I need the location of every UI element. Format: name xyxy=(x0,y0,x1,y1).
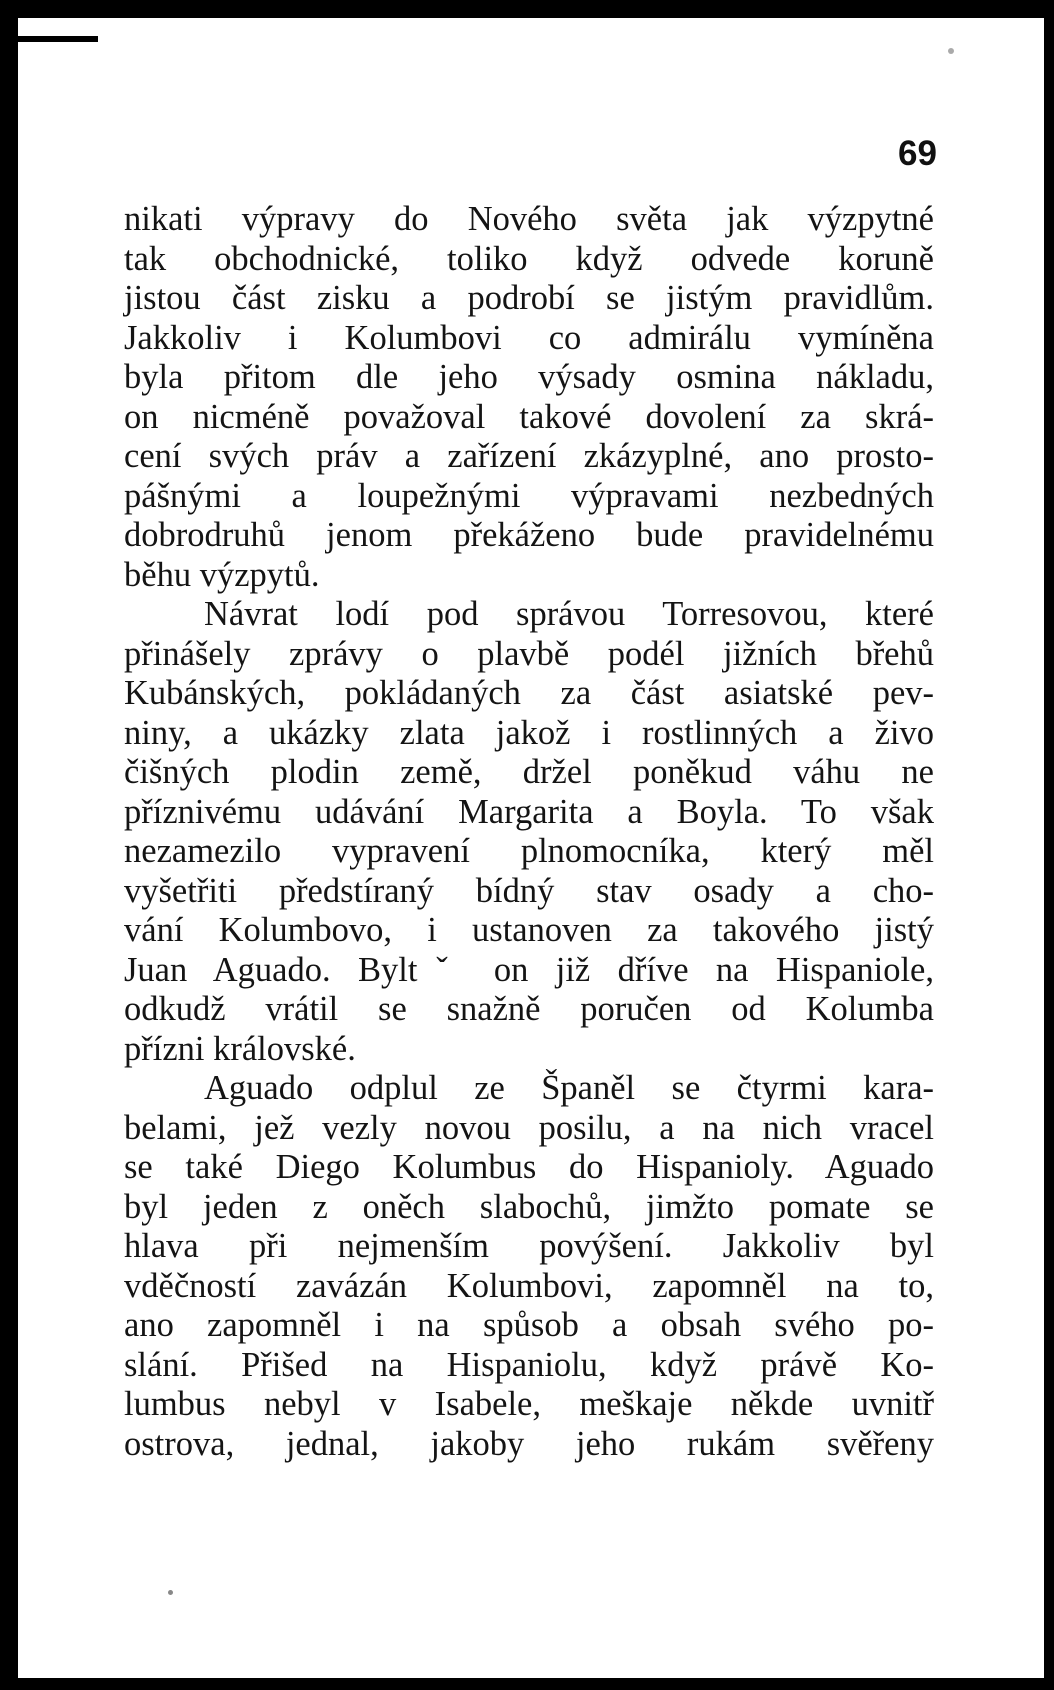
text-line: byla přitom dle jeho výsady osmina nákladu, xyxy=(124,358,934,396)
text-line: hlava při nejmenším povýšení. Jakkoliv byl xyxy=(124,1227,934,1265)
text-line: přinášely zprávy o plavbě podél jižních břehů xyxy=(124,634,934,673)
text-line: Juan Aguado. Byltˇ on již dříve na Hispaniole, xyxy=(124,950,934,989)
body-text xyxy=(124,200,934,1464)
text-line: nikati výpravy do Nového světa jak výzpytné xyxy=(124,200,934,238)
text-line: odkudž vrátil se snažně poručen od Kolumba xyxy=(124,990,934,1028)
text-line: cení svých práv a zařízení zkázyplné, ano prosto- xyxy=(124,437,934,475)
text-line: Aguado odplul ze Španěl se čtyrmi kara- xyxy=(204,1069,934,1107)
scanned-page xyxy=(18,18,1044,1678)
scan-edge-mark xyxy=(18,36,98,42)
text-line: vděčností zavázán Kolumbovi, zapomněl na to, xyxy=(124,1266,934,1305)
print-speck xyxy=(168,1590,173,1595)
text-line: čišných plodin země, držel poněkud váhu ne xyxy=(124,753,934,791)
text-line: on nicméně považoval takové dovolení za skrá- xyxy=(124,397,934,436)
print-speck xyxy=(948,48,954,54)
text-line: ostrova, jednal, jakoby jeho rukám svěřeny xyxy=(124,1424,934,1463)
text-line: vání Kolumbovo, i ustanoven za takového jistý xyxy=(124,911,934,949)
text-line: tak obchodnické, toliko když odvede koruně xyxy=(124,239,934,278)
text-line: lumbus nebyl v Isabele, meškaje někde uvnitř xyxy=(124,1385,934,1423)
text-line: Jakkoliv i Kolumbovi co admirálu vymíněna xyxy=(124,318,934,357)
text-line: nezamezilo vypravení plnomocníka, který měl xyxy=(124,832,934,870)
text-line: Kubánských, pokládaných za část asiatské pev- xyxy=(124,674,934,712)
text-line: dobrodruhů jenom překáženo bude pravidelnému xyxy=(124,516,934,554)
page-number: 69 xyxy=(898,134,937,173)
text-line: slání. Přišed na Hispaniolu, když právě Ko- xyxy=(124,1345,934,1384)
text-line: pášnými a loupežnými výpravami nezbedných xyxy=(124,476,934,515)
text-line: niny, a ukázky zlata jakož i rostlinných a živo xyxy=(124,713,934,752)
text-line: se také Diego Kolumbus do Hispanioly. Aguado xyxy=(124,1148,934,1186)
text-line: přízni královské. xyxy=(124,1029,356,1068)
text-line: ano zapomněl i na spůsob a obsah svého po- xyxy=(124,1306,934,1344)
text-line: jistou část zisku a podrobí se jistým pravidlům. xyxy=(124,279,934,317)
text-line: příznivému udávání Margarita a Boyla. To však xyxy=(124,792,934,831)
text-line: belami, jež vezly novou posilu, a na nich vracel xyxy=(124,1108,934,1147)
text-line: běhu výzpytů. xyxy=(124,555,320,594)
text-line: byl jeden z oněch slabochů, jimžto pomate se xyxy=(124,1187,934,1226)
text-line: Návrat lodí pod správou Torresovou, které xyxy=(204,595,934,633)
text-line: vyšetřiti předstíraný bídný stav osady a cho- xyxy=(124,871,934,910)
